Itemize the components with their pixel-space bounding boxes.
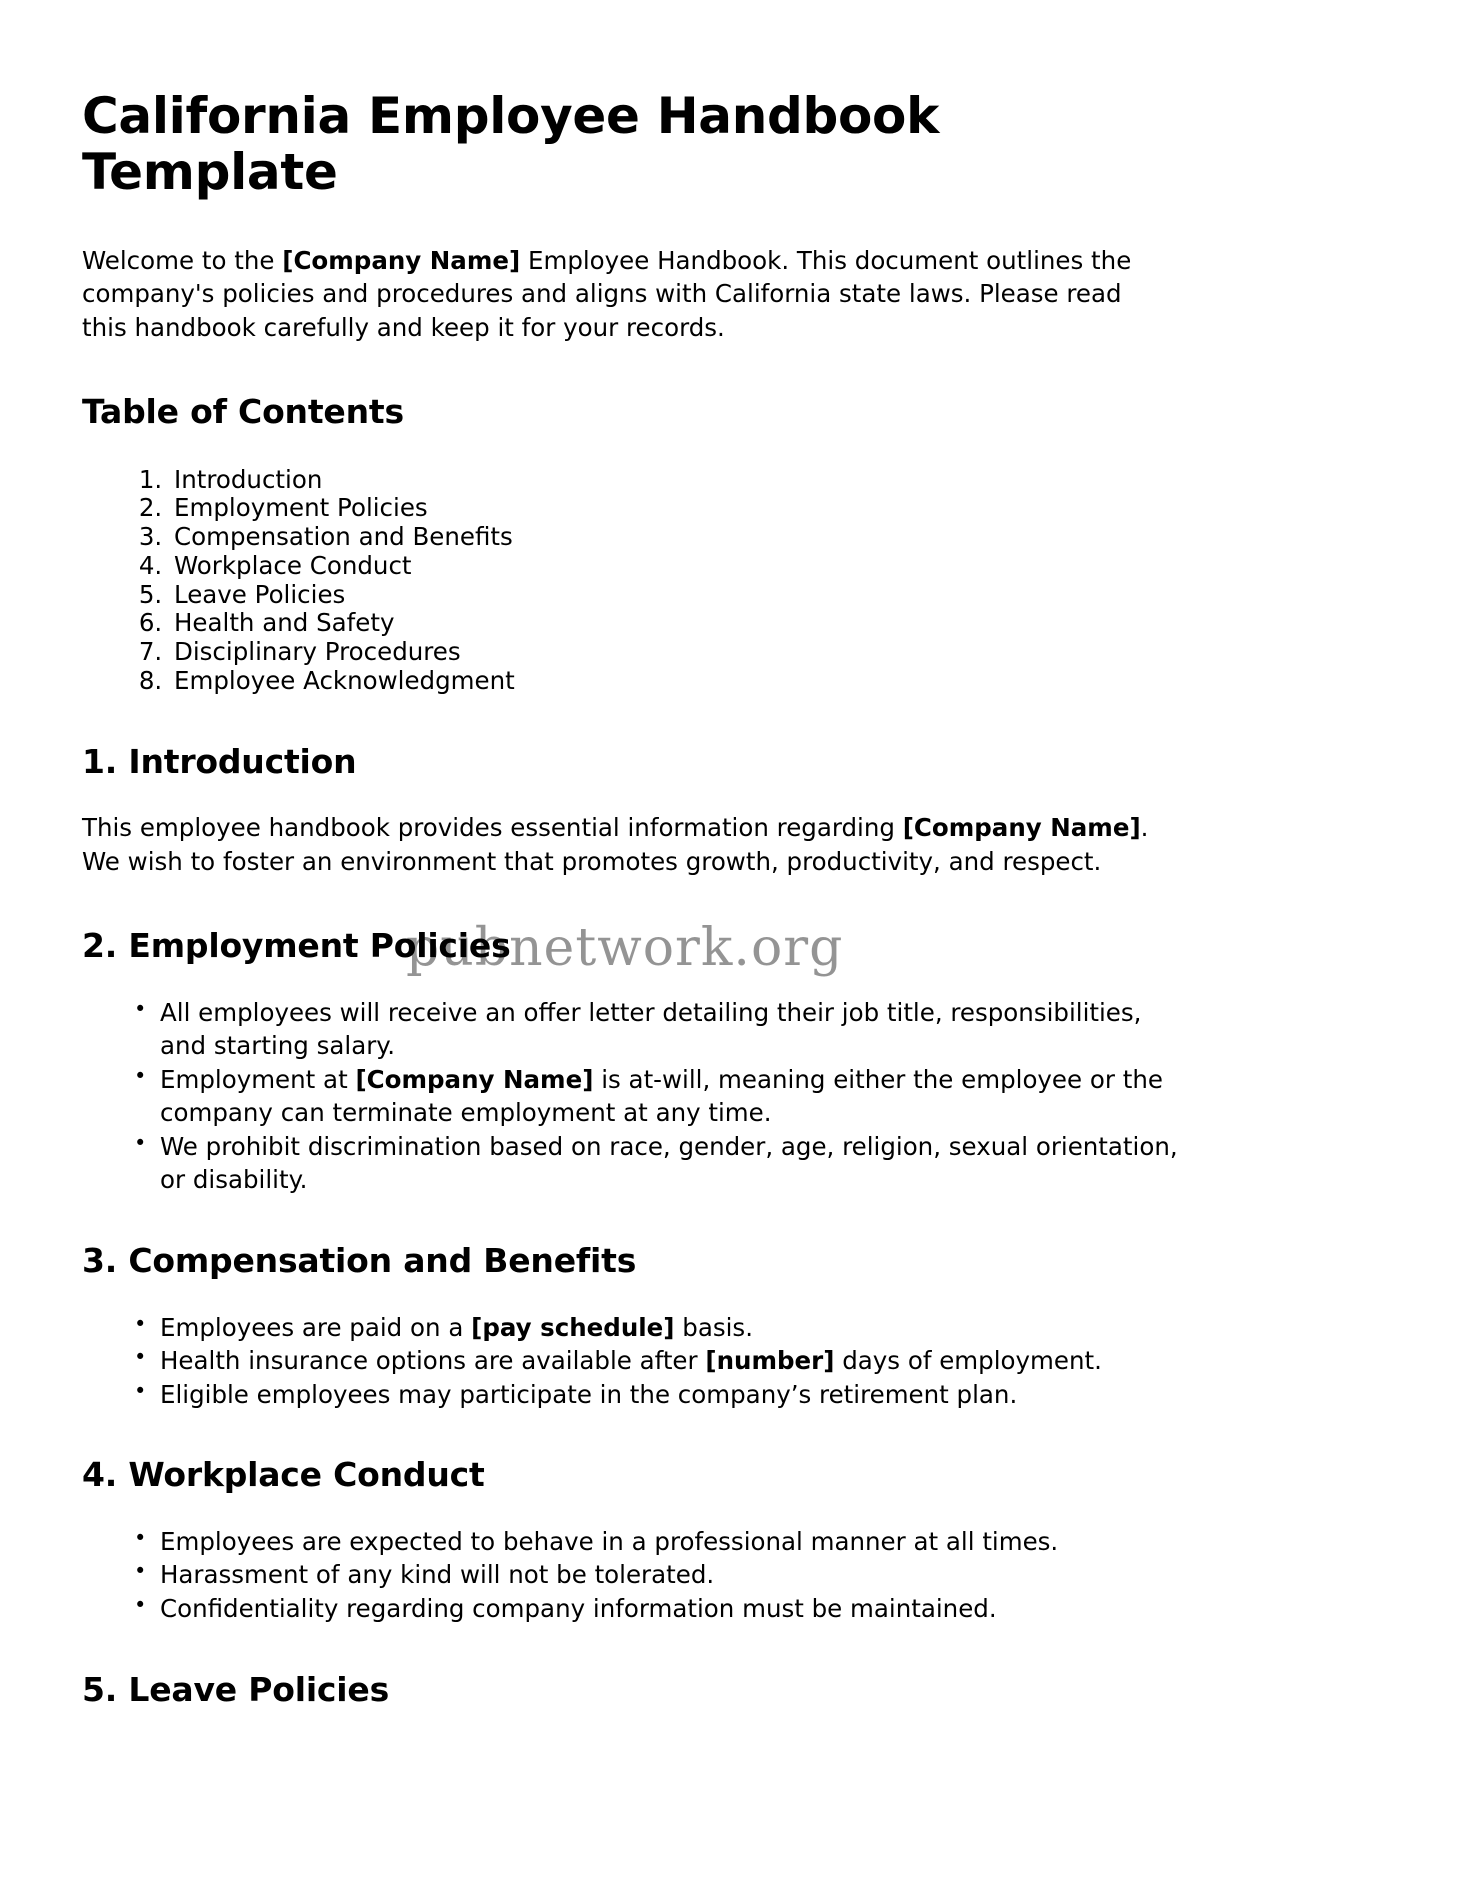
bullet-text-before: Employees are expected to behave in a professional manner at all times. xyxy=(160,1526,1059,1556)
company-name-placeholder: [Company Name] xyxy=(282,246,521,275)
introduction-text-after: . We wish to foster an environment that promotes growth, productivity, and respect. xyxy=(82,813,1149,876)
section-heading-leave-policies: 5. Leave Policies xyxy=(82,1669,390,1709)
spacer xyxy=(82,1197,1364,1241)
bullet-text-before: Employment at xyxy=(160,1064,356,1094)
table-of-contents-heading: Table of Contents xyxy=(82,391,404,431)
section-heading-employment-policies: 2. Employment Policies xyxy=(82,926,511,965)
spacer xyxy=(82,1626,1364,1670)
section-heading-workplace-conduct: 4. Workplace Conduct xyxy=(82,1455,485,1495)
toc-item-workplace-conduct: 4. Workplace Conduct xyxy=(170,552,1364,581)
welcome-text-after: Employee Handbook. This document outlines the company's policies and procedures and aligns with California state laws. Please read this handbook carefully and keep it for your records. xyxy=(82,246,1132,342)
list-item xyxy=(160,1063,1190,1130)
inline-placeholder: [pay schedule] xyxy=(471,1312,675,1342)
employment-policies-list xyxy=(82,996,1364,1197)
list-item xyxy=(160,1525,1190,1559)
bullet-text-before: We prohibit discrimination based on race, gender, age, religion, sexual orientation, or disability. xyxy=(160,1131,1178,1195)
bullet-text-before: Health insurance options are available after xyxy=(160,1346,706,1376)
list-item xyxy=(160,1558,1190,1592)
bullet-text-before: Confidentiality regarding company information must be maintained. xyxy=(160,1593,997,1623)
inline-placeholder: [Company Name] xyxy=(355,1064,594,1094)
toc-item-introduction: 1. Introduction xyxy=(170,466,1364,495)
bullet-text-before: All employees will receive an offer letter detailing their job title, responsibilities, and starting salary. xyxy=(160,997,1142,1061)
company-name-placeholder: [Company Name] xyxy=(902,813,1141,843)
bullet-text-before: Eligible employees may participate in the company’s retirement plan. xyxy=(160,1379,1018,1409)
list-item xyxy=(160,1344,1190,1378)
list-item xyxy=(160,1378,1190,1412)
bullet-text-before: Employees are paid on a xyxy=(160,1312,472,1342)
list-item xyxy=(160,996,1190,1063)
bullet-text-after: basis. xyxy=(674,1312,753,1342)
toc-item-health-and-safety: 6. Health and Safety xyxy=(170,609,1364,638)
list-item xyxy=(160,1592,1190,1626)
spacer xyxy=(82,1411,1364,1455)
toc-item-compensation-and-benefits: 3. Compensation and Benefits xyxy=(170,523,1364,552)
introduction-paragraph xyxy=(82,811,1157,878)
bullet-text-after: days of employment. xyxy=(834,1346,1102,1376)
bullet-text-after: is at-will, meaning either the employee or the company can terminate employment at any time. xyxy=(160,1064,1163,1128)
introduction-text-before: This employee handbook provides essential information regarding xyxy=(82,813,903,843)
toc-item-leave-policies: 5. Leave Policies xyxy=(170,581,1364,610)
bullet-text-before: Harassment of any kind will not be tolerated. xyxy=(160,1560,715,1590)
section-heading-introduction: 1. Introduction xyxy=(82,741,357,781)
page-title: California Employee Handbook Template xyxy=(82,87,940,201)
toc-item-employee-acknowledgment: 8. Employee Acknowledgment xyxy=(170,667,1364,696)
compensation-and-benefits-list xyxy=(82,1311,1364,1412)
toc-item-employment-policies: 2. Employment Policies xyxy=(170,494,1364,523)
table-of-contents-list xyxy=(82,466,1364,696)
list-item xyxy=(160,1130,1190,1197)
welcome-text-before: Welcome to the xyxy=(82,246,283,275)
welcome-paragraph xyxy=(82,244,1157,344)
workplace-conduct-list xyxy=(82,1525,1364,1626)
toc-item-disciplinary-procedures: 7. Disciplinary Procedures xyxy=(170,638,1364,667)
inline-placeholder: [number] xyxy=(705,1346,835,1376)
list-item xyxy=(160,1311,1190,1345)
section-heading-compensation-and-benefits: 3. Compensation and Benefits xyxy=(82,1240,637,1280)
watermark-text: pubnetwork.org xyxy=(406,918,844,978)
